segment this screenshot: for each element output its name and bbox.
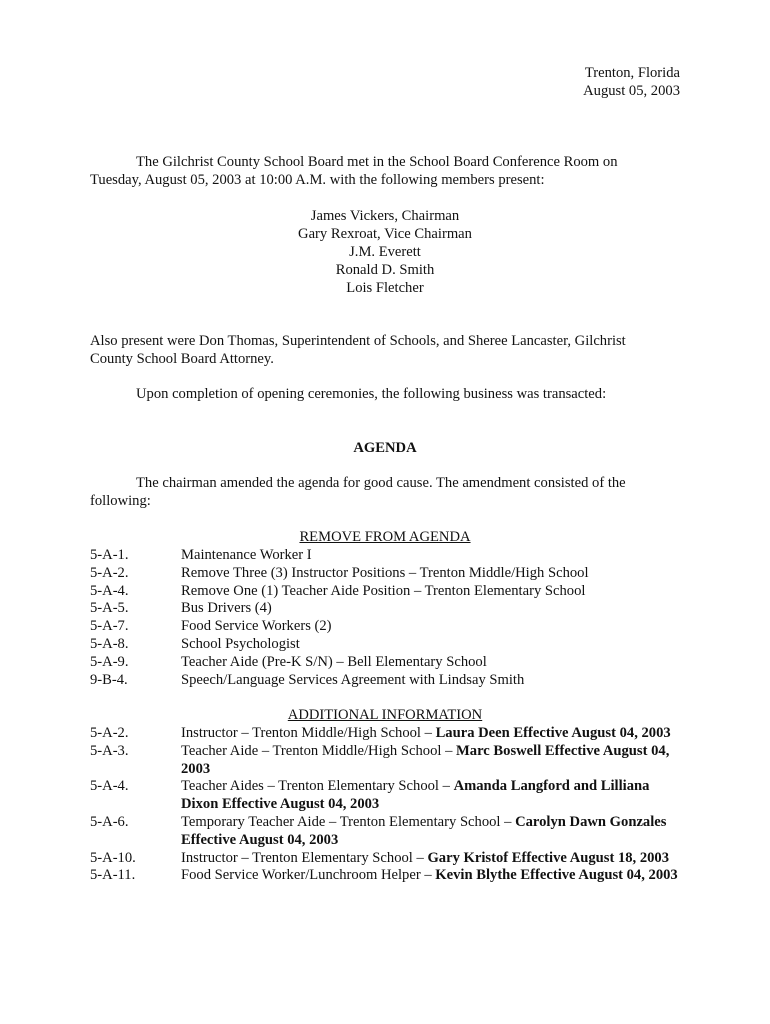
- amendment-paragraph: The chairman amended the agenda for good cause. The amendment consisted of the following:: [90, 475, 626, 509]
- item-code: 9-B-4.: [90, 671, 128, 688]
- item-desc: [181, 850, 680, 868]
- item-desc-text: Teacher Aide – Trenton Middle/High School –: [181, 742, 457, 759]
- item-code: 5-A-8.: [90, 635, 129, 652]
- list-item: [90, 743, 680, 779]
- item-desc: [181, 743, 680, 779]
- list-item: [90, 672, 680, 690]
- item-desc: [181, 778, 680, 814]
- item-desc-bold: Kevin Blythe Effective August 04, 2003: [435, 867, 678, 884]
- item-code: 5-A-11.: [90, 867, 136, 884]
- additional-heading: [0, 707, 770, 725]
- member-line: Lois Fletcher: [346, 280, 424, 296]
- header-block: [583, 64, 680, 100]
- item-code: 5-A-2.: [90, 564, 129, 581]
- item-desc: [181, 814, 680, 850]
- item-code: 5-A-4.: [90, 582, 129, 599]
- intro-paragraph: The Gilchrist County School Board met in the School Board Conference Room on Tuesday, August 05, 2003 at 10:00 A.M. with the following members present:: [90, 154, 618, 188]
- member-line: Gary Rexroat, Vice Chairman: [298, 226, 472, 242]
- item-desc-bold: Gary Kristof Effective August 18, 2003: [427, 849, 670, 866]
- list-item: [90, 600, 680, 618]
- item-desc-text: Instructor – Trenton Middle/High School –: [181, 725, 436, 741]
- header-location: Trenton, Florida: [584, 65, 680, 81]
- item-code: 5-A-6.: [90, 813, 129, 830]
- item-desc-text: Teacher Aides – Trenton Elementary School –: [181, 778, 454, 795]
- also-present-paragraph: Also present were Don Thomas, Superintendent of Schools, and Sheree Lancaster, Gilchrist County School Board Attorney.: [90, 333, 626, 367]
- member-line: Ronald D. Smith: [335, 262, 435, 278]
- header-date: August 05, 2003: [583, 83, 680, 99]
- list-item: [90, 654, 680, 672]
- item-desc: Remove Three (3) Instructor Positions – Trenton Middle/High School: [181, 564, 589, 581]
- item-desc-text: Instructor – Trenton Elementary School –: [181, 849, 428, 866]
- item-desc-bold: Carolyn Dawn Gonzales Effective August 04, 2003: [181, 813, 667, 848]
- item-code: 5-A-7.: [90, 618, 129, 635]
- list-item: [90, 850, 680, 868]
- item-code: 5-A-10.: [90, 849, 136, 866]
- item-desc-bold: Marc Boswell Effective August 04, 2003: [181, 742, 670, 777]
- opening-paragraph: Upon completion of opening ceremonies, the following business was transacted:: [136, 386, 607, 402]
- list-item: [90, 778, 680, 814]
- item-desc: Teacher Aide (Pre-K S/N) – Bell Elementary School: [181, 653, 487, 670]
- item-desc: School Psychologist: [181, 635, 300, 652]
- remove-heading: [0, 529, 770, 547]
- item-desc-bold: Laura Deen Effective August 04, 2003: [435, 725, 671, 741]
- list-item: [90, 725, 680, 743]
- item-desc: Remove One (1) Teacher Aide Position – Trenton Elementary School: [181, 582, 586, 599]
- member-line: J.M. Everett: [349, 244, 421, 260]
- item-desc: [181, 725, 680, 743]
- member-line: James Vickers, Chairman: [310, 208, 460, 224]
- remove-heading-text: REMOVE FROM AGENDA: [299, 529, 471, 545]
- item-code: 5-A-4.: [90, 778, 129, 795]
- item-code: 5-A-2.: [90, 725, 129, 741]
- item-desc-text: Temporary Teacher Aide – Trenton Elementary School –: [181, 813, 516, 830]
- item-desc: [181, 867, 680, 885]
- list-item: [90, 547, 680, 565]
- item-code: 5-A-5.: [90, 600, 129, 617]
- item-desc: Food Service Workers (2): [181, 618, 332, 635]
- item-desc-text: Food Service Worker/Lunchroom Helper –: [181, 867, 436, 884]
- additional-items-list: [90, 725, 680, 885]
- item-code: 5-A-9.: [90, 653, 129, 670]
- item-code: 5-A-1.: [90, 547, 129, 563]
- item-desc: Speech/Language Services Agreement with Lindsay Smith: [181, 671, 525, 688]
- additional-heading-text: ADDITIONAL INFORMATION: [287, 707, 483, 723]
- list-item: [90, 618, 680, 636]
- item-code: 5-A-3.: [90, 742, 129, 759]
- members-list: [0, 207, 770, 297]
- list-item: [90, 867, 680, 885]
- list-item: [90, 583, 680, 601]
- agenda-heading: AGENDA: [353, 440, 417, 456]
- item-desc-bold: Amanda Langford and Lilliana Dixon Effective August 04, 2003: [181, 778, 650, 813]
- list-item: [90, 814, 680, 850]
- list-item: [90, 636, 680, 654]
- item-desc: Bus Drivers (4): [181, 600, 272, 617]
- remove-items-list: [90, 547, 680, 689]
- item-desc: Maintenance Worker I: [181, 547, 312, 563]
- list-item: [90, 565, 680, 583]
